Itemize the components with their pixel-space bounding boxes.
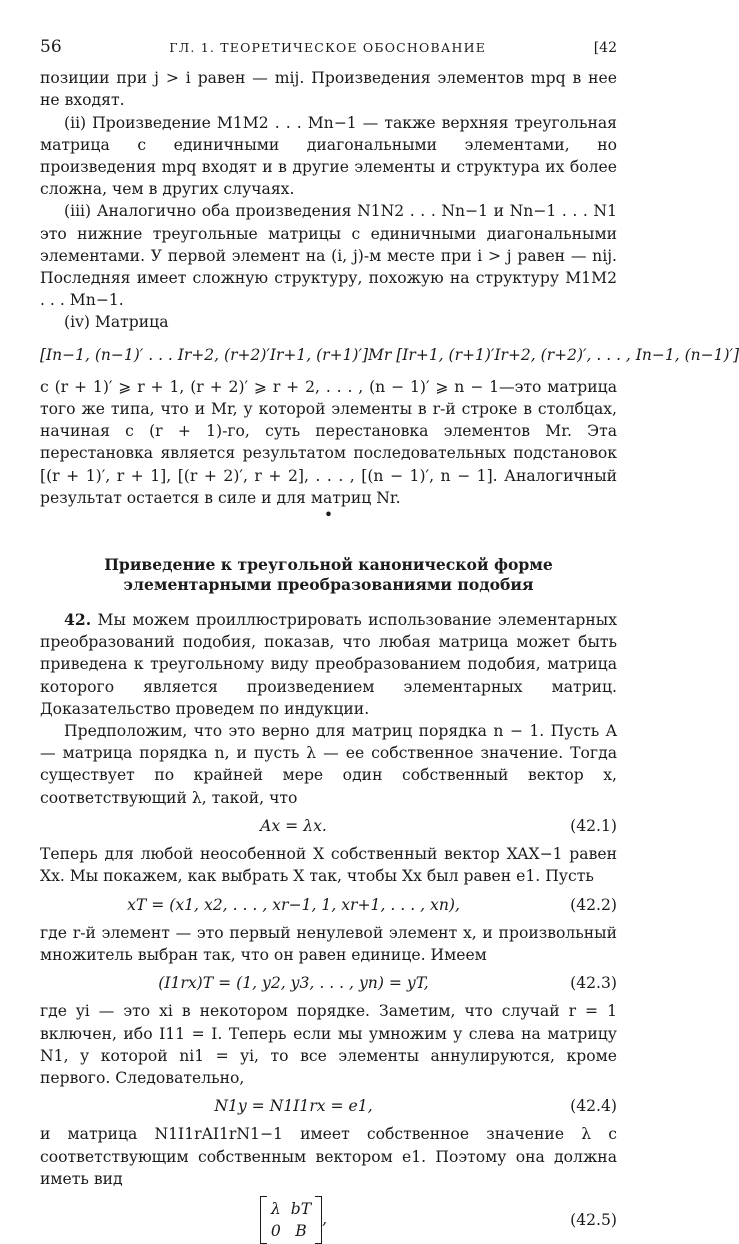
block-matrix [260, 1196, 322, 1244]
paragraph-permutation: с (r + 1)′ ⩾ r + 1, (r + 2)′ ⩾ r + 2, . . . , (n − 1)′ ⩾ n − 1—это матрица того же типа, что и Mr, у которой элементы в r-й строке в столбцах, начиная с (r + 1)-го, суть перестановка элементов Mr. Эта перестановка является результатом последовательных подстановок [(r + 1)′, r + 1], [(r + 2)′, r + 2], . . . , [(n − 1)′, n − 1]. Аналогичный результат остается в силе и для матриц Nr. [40, 377, 617, 507]
matrix-cells [267, 1196, 315, 1244]
paragraph-continuation: позиции при j > i равен — mij. Произведения элементов mpq в нее не входят. [40, 69, 617, 110]
matrix-expression: [In−1, (n−1)′ . . . Ir+2, (r+2)′Ir+1, (r+1)′]Mr [Ir+1, (r+1)′Ir+2, (r+2)′, . . . , In−1, (n−1)′] [40, 345, 739, 364]
paragraph-form: и матрица N1I1rAI1rN1−1 имеет собственное значение λ с соответствующим собственным вектором e1. Поэтому она должна иметь вид [40, 1125, 617, 1188]
left-bracket [260, 1196, 267, 1244]
equation-number: (42.2) [570, 895, 617, 914]
section-ref: [42 [593, 40, 617, 56]
matrix-cell: B [295, 1221, 307, 1240]
paragraph-yi: где yi — это xi в некотором порядке. Заметим, что случай r = 1 включен, ибо I11 = I. Теперь если мы умножим y слева на матрицу N1, у которой ni1 = yi, то все элементы аннулируются, кроме первого. Следовательно, [40, 1002, 617, 1087]
matrix-cell: 0 [270, 1221, 281, 1240]
paragraph-r-element: где r-й элемент — это первый ненулевой элемент x, и произвольный множитель выбран так, что он равен единице. Имеем [40, 923, 617, 964]
equation-number: (42.4) [570, 1097, 617, 1116]
equation-body: xT = (x1, x2, . . . , xr−1, 1, xr+1, . . . , xn), [127, 895, 460, 914]
equation-body [40, 1196, 547, 1244]
paragraph-number: 42. [64, 610, 92, 630]
paragraph-item-iv: (iv) Матрица [64, 313, 169, 332]
equation-body: Ax = λx. [260, 816, 327, 835]
equation-42-3 [40, 972, 617, 994]
equation-number: (42.3) [570, 974, 617, 993]
equation-body: (I1rx)T = (1, y2, y3, . . . , yn) = yT, [158, 974, 429, 993]
equation-number: (42.5) [570, 1210, 617, 1229]
separator-dot: • [323, 506, 334, 525]
chapter-title: ГЛ. 1. ТЕОРЕТИЧЕСКОЕ ОБОСНОВАНИЕ [169, 40, 487, 55]
paragraph-42 [40, 609, 617, 720]
paragraph-induction: Предположим, что это верно для матриц порядка n − 1. Пусть A — матрица порядка n, и пусть λ — ее собственное значение. Тогда существует по крайней мере один собственный вектор x, соответствующий λ, такой, что [40, 722, 617, 807]
equation-body: N1y = N1I1rx = e1, [214, 1097, 373, 1116]
paragraph-42-text: Мы можем проиллюстрировать использование элементарных преобразований подобия, показав, что любая матрица может быть приведена к треугольному виду преобразованием подобия, матрица которого является произведением элементарных матриц. Доказательство проведем по индукции. [40, 611, 617, 718]
matrix-cell: λ [270, 1199, 281, 1218]
running-header [40, 36, 617, 59]
section-title [40, 555, 617, 595]
equation-42-1 [40, 815, 617, 837]
equation-42-5 [40, 1196, 617, 1244]
matrix-cell: bT [290, 1199, 312, 1218]
paragraph-eigenvector: Теперь для любой неособенной X собственный вектор XAX−1 равен Xx. Мы покажем, как выбрать X так, чтобы Xx был равен e1. Пусть [40, 845, 617, 886]
equation-42-2 [40, 894, 617, 916]
equation-number: (42.1) [570, 816, 617, 835]
paragraph-item-ii: (ii) Произведение M1M2 . . . Mn−1 — также верхняя треугольная матрица с единичными диагональными элементами, но произведения mpq входят и в другие элементы и структура их более сложна, чем в других случаях. [40, 113, 617, 199]
equation-trailing-comma: , [322, 1209, 328, 1228]
paragraph-item-iii: (iii) Аналогично оба произведения N1N2 . . . Nn−1 и Nn−1 . . . N1 это нижние треугольные матрицы с единичными диагональными элементами. У первой элемент на (i, j)-м месте при i > j равен — nij. Последняя имеет сложную структуру, похожую на структуру M1M2 . . . Mn−1. [40, 202, 617, 310]
section-title-line-2: элементарными преобразованиями подобия [123, 575, 534, 595]
page-number: 56 [40, 37, 62, 57]
section-title-line-1: Приведение к треугольной канонической форме [104, 555, 553, 575]
equation-42-4 [40, 1095, 617, 1117]
